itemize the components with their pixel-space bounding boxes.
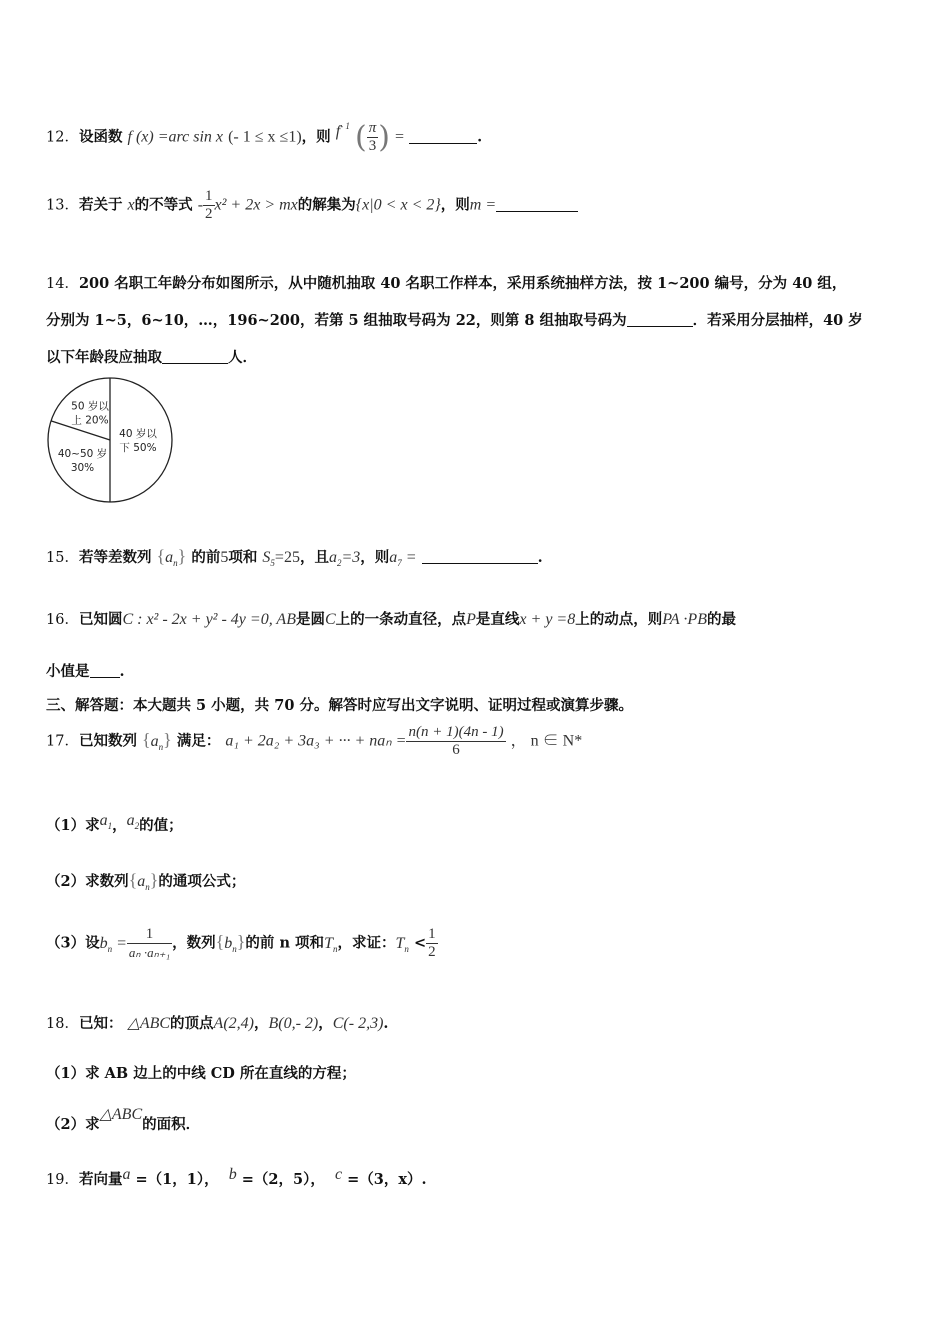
- text: （3）设: [46, 934, 100, 952]
- math-inverse-function: $f^{- 1}$: [335, 120, 350, 140]
- question-15: [46, 546, 920, 568]
- question-18-part-1: [46, 1062, 920, 1083]
- fraction: $\frac{1}{2}$: [205, 188, 213, 222]
- math-sequence: $a_n$: [150, 732, 164, 752]
- math-bn: $b_n$ =: [99, 934, 127, 954]
- math-tn: $T_n$: [324, 934, 338, 954]
- answer-blank: [162, 349, 228, 364]
- text: 以下年龄段应抽取: [46, 349, 162, 366]
- math-number: 5: [220, 549, 229, 566]
- math-a7: $a_7$ =: [389, 549, 417, 568]
- text: 人．: [228, 349, 257, 366]
- text: 的前 n 项和: [245, 934, 325, 952]
- text: ，数列: [172, 934, 216, 952]
- text: .: [383, 1015, 389, 1032]
- math-point-c: C(- 2,3): [332, 1015, 384, 1032]
- question-number: 13．: [46, 197, 79, 214]
- text: ，且: [299, 549, 329, 566]
- right-brace: }: [149, 870, 159, 890]
- text: .: [119, 663, 125, 680]
- text: ，: [318, 1015, 333, 1032]
- text: ，: [253, 1015, 269, 1032]
- math-p: P: [466, 611, 476, 628]
- question-17-part-1: [46, 812, 920, 835]
- question-18-part-2: [46, 1104, 920, 1134]
- question-13: [46, 188, 920, 223]
- right-paren: ): [378, 120, 390, 155]
- text: ，则: [360, 549, 390, 566]
- math-lhs: a₁ + 2a₂ + 3a₃ + ··· + naₙ =: [225, 732, 407, 750]
- fraction: $\frac{\pi}{3}$: [368, 120, 377, 154]
- text: （1）求: [46, 817, 100, 834]
- left-brace: {: [215, 931, 225, 952]
- math-b-sequence: $b_n$: [224, 934, 237, 954]
- age-pie-chart: [40, 372, 180, 508]
- question-number: 17．: [46, 733, 79, 750]
- text: 已知数列: [78, 732, 137, 750]
- math-s5: $S_5=25$: [262, 549, 300, 568]
- minus-sign: -: [197, 196, 204, 214]
- answer-blank: [409, 129, 477, 144]
- right-brace: }: [236, 931, 246, 952]
- left-paren: (: [354, 120, 367, 155]
- text: ，: [112, 817, 127, 834]
- text: 是直线: [475, 611, 520, 628]
- math-vector-b: b: [228, 1166, 237, 1183]
- math-domain: (- 1 ≤ x ≤1): [228, 128, 302, 146]
- question-18: [46, 1012, 920, 1033]
- question-19: [46, 1166, 920, 1189]
- text: 的解集为: [297, 196, 356, 214]
- text: （2）求: [46, 1116, 100, 1133]
- text: （1）求 AB 边上的中线 CD 所在直线的方程；: [46, 1065, 356, 1082]
- question-17-part-2: [46, 870, 920, 892]
- text: 200 名职工年龄分布如图所示，从中随机抽取 40 名职工作样本，采用系统抽样方法，按 1~200 编号，分为 40 组，: [78, 275, 847, 292]
- math-line: x + y =8: [519, 611, 576, 628]
- math-a2: $a_2$: [126, 812, 140, 831]
- left-brace: {: [142, 729, 151, 750]
- fraction: $\frac{1}{\text{aₙ ·aₙ₊₁}}$: [128, 926, 171, 960]
- math-set: {x|0 < x < 2}: [355, 196, 441, 214]
- question-14-line-2: [46, 309, 920, 330]
- question-16: [46, 608, 920, 629]
- text: 上的一条动直径，点: [335, 611, 467, 628]
- text: .: [477, 128, 483, 146]
- left-brace: {: [128, 870, 138, 890]
- pie-slice-label: 40 岁以: [119, 428, 157, 440]
- math-domain: ， n ∈ N*: [510, 732, 583, 750]
- right-brace: }: [177, 546, 187, 566]
- right-brace: }: [163, 729, 172, 750]
- text: 上的动点，则: [575, 611, 663, 628]
- math-vector-c: c: [334, 1166, 343, 1183]
- text: ，则: [440, 196, 470, 214]
- question-number: 15．: [46, 550, 79, 566]
- math-vector-a: a: [122, 1166, 131, 1183]
- math-a2: $a_2=3$: [328, 549, 361, 568]
- text: 已知圆: [78, 611, 123, 628]
- question-14-line-1: [46, 272, 920, 293]
- math-triangle: △ABC: [127, 1015, 171, 1032]
- answer-blank: [496, 197, 578, 212]
- math-variable: x: [127, 196, 135, 214]
- fraction-half: $\frac{1}{2}$: [428, 926, 436, 960]
- text: ，则: [301, 128, 331, 146]
- text: 的通项公式；: [158, 873, 246, 890]
- math-a1: $a_1$: [99, 812, 113, 831]
- math-c: C: [324, 611, 336, 628]
- question-number: 19．: [46, 1172, 79, 1188]
- text: 是圆: [295, 611, 325, 628]
- text: 的面积．: [142, 1116, 201, 1133]
- question-17: [46, 724, 920, 759]
- text: 满足：: [176, 732, 221, 750]
- question-number: 14．: [46, 276, 79, 292]
- text: 小值是: [46, 663, 90, 680]
- pie-slice-label: 30%: [70, 461, 95, 474]
- text: 的不等式: [134, 196, 193, 214]
- question-16-line-2: [46, 660, 920, 681]
- text: =（3，x）.: [347, 1171, 427, 1188]
- text: 设函数: [78, 128, 123, 146]
- text: ．若采用分层抽样，40 岁: [692, 312, 863, 329]
- math-sequence: $a_n$: [165, 549, 178, 568]
- question-number: 18．: [46, 1016, 79, 1032]
- text: （2）求数列: [46, 873, 129, 890]
- math-expression: f (x) =arc sin x: [127, 128, 224, 146]
- question-12: [46, 120, 920, 155]
- text: .: [537, 549, 543, 566]
- math-inequality: x² + 2x > mx: [214, 196, 298, 214]
- answer-blank: [422, 549, 538, 564]
- math-point-b: B(0,- 2): [268, 1015, 319, 1032]
- section-heading: 三、解答题：本大题共 5 小题，共 70 分。解答时应写出文字说明、证明过程或演算步骤。: [46, 697, 633, 714]
- math-circle: C : x² - 2x + y² - 4y =0, AB: [122, 611, 296, 628]
- text: 的顶点: [170, 1015, 214, 1032]
- question-number: 12．: [46, 129, 79, 146]
- question-17-part-3: [46, 926, 920, 961]
- fraction: $\frac{n(n + 1)(4n - 1)}{6}$: [408, 724, 504, 758]
- text: 若关于: [78, 196, 123, 214]
- pie-slice-label: 40~50 岁: [57, 447, 108, 460]
- math-dot-product: PA ·PB: [662, 611, 707, 628]
- text: 分别为 1~5，6~10，…，196~200，若第 5 组抽取号码为 22，则第 8 组抽取号码为: [46, 312, 627, 329]
- text: 已知：: [78, 1015, 123, 1032]
- text: 的值；: [139, 817, 183, 834]
- math-point-a: A(2,4): [213, 1015, 254, 1032]
- math-sequence: $a_n$: [137, 873, 150, 892]
- math-triangle: △ABC: [99, 1106, 143, 1123]
- left-brace: {: [156, 546, 166, 566]
- math-m: m =: [469, 196, 497, 214]
- math-tn: $T_n$: [395, 934, 409, 954]
- text: =（2，5），: [241, 1171, 325, 1188]
- question-number: 16．: [46, 612, 79, 628]
- text: 项和: [228, 549, 258, 566]
- equals: =: [394, 128, 405, 146]
- answer-blank: [627, 312, 693, 327]
- pie-slice-label: 上 20%: [71, 414, 109, 427]
- question-14-line-3: [46, 346, 920, 367]
- text: 若向量: [78, 1171, 123, 1188]
- pie-slice-label: 50 岁以: [71, 400, 109, 413]
- text: ，求证：: [337, 934, 396, 952]
- less-than: <: [413, 934, 427, 952]
- pie-slice-label: 下 50%: [119, 442, 157, 454]
- answer-blank: [90, 663, 120, 678]
- text: 的最: [706, 611, 736, 628]
- text: 的前: [191, 549, 221, 566]
- text: 若等差数列: [78, 549, 152, 566]
- text: =（1，1），: [135, 1171, 219, 1188]
